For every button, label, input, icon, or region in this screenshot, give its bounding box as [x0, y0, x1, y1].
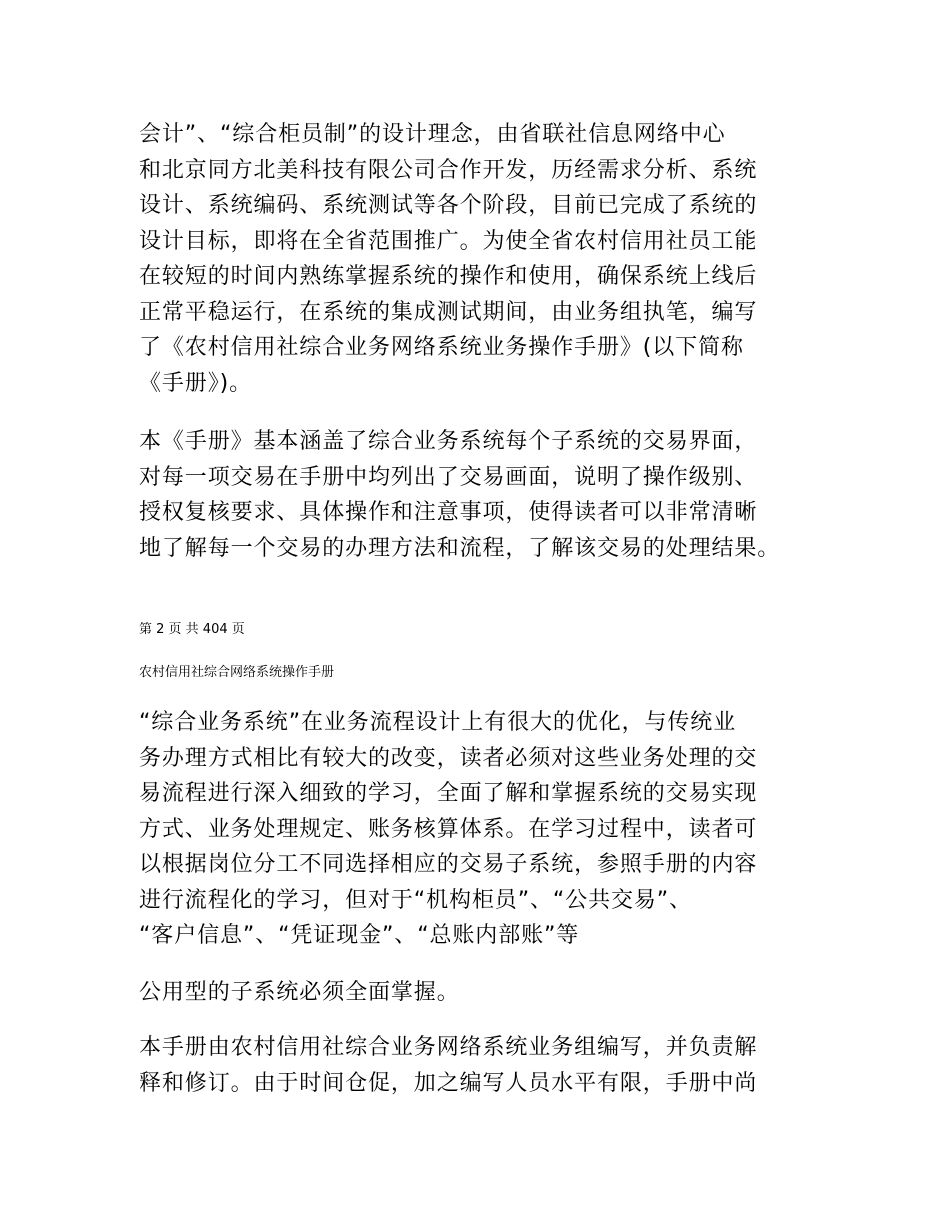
text-line: 本手册由农村信用社综合业务网络系统业务组编写，并负责解 [139, 1035, 758, 1060]
text-line: 易流程进行深入细致的学习，全面了解和掌握系统的交易实现 [139, 781, 758, 806]
text-line: 在较短的时间内熟练掌握系统的操作和使用，确保系统上线后 [139, 264, 758, 289]
page-number-footer: 第 2 页 共 404 页 [139, 622, 245, 637]
body-paragraph [139, 1030, 819, 1101]
text-line: 了《农村信用社综合业务网络系统业务操作手册》(以下简称 [139, 335, 744, 360]
text-line: “综合业务系统”在业务流程设计上有很大的优化，与传统业 [139, 710, 737, 735]
text-line: 会计”、“综合柜员制”的设计理念，由省联社信息网络中心 [139, 122, 726, 147]
text-line: 以根据岗位分工不同选择相应的交易子系统，参照手册的内容 [139, 852, 758, 877]
body-paragraph [139, 705, 819, 954]
text-line: 《手册》)。 [139, 370, 252, 396]
text-line: 地了解每一个交易的办理方法和流程，了解该交易的处理结果。 [139, 535, 781, 561]
text-line: 正常平稳运行，在系统的集成测试期间，由业务组执笔，编写 [139, 299, 758, 325]
text-line: 释和修订。由于时间仓促，加之编写人员水平有限，手册中尚 [139, 1070, 758, 1096]
text-line: 和北京同方北美科技有限公司合作开发，历经需求分析、系统 [139, 157, 758, 183]
body-paragraph [139, 117, 819, 401]
text-line: “客户信息”、“凭证现金”、“总账内部账”等 [139, 923, 580, 948]
text-line: 设计、系统编码、系统测试等各个阶段，目前已完成了系统的 [139, 193, 758, 218]
body-paragraph [139, 975, 819, 1011]
text-line: 对每一项交易在手册中均列出了交易画面，说明了操作级别、 [139, 464, 758, 490]
text-line: 公用型的子系统必须全面掌握。 [139, 980, 460, 1005]
text-line: 授权复核要求、具体操作和注意事项，使得读者可以非常清晰 [139, 500, 758, 525]
text-line: 进行流程化的学习，但对于“机构柜员”、“公共交易”、 [139, 887, 692, 913]
running-header: 农村信用社综合网络系统操作手册 [139, 665, 335, 680]
text-line: 务办理方式相比有较大的改变，读者必须对这些业务处理的交 [139, 745, 758, 771]
text-line: 设计目标，即将在全省范围推广。为使全省农村信用社员工能 [139, 228, 758, 254]
body-paragraph [139, 424, 819, 566]
text-line: 方式、业务处理规定、账务核算体系。在学习过程中，读者可 [139, 816, 758, 842]
text-line: 本《手册》基本涵盖了综合业务系统每个子系统的交易界面， [139, 429, 758, 454]
